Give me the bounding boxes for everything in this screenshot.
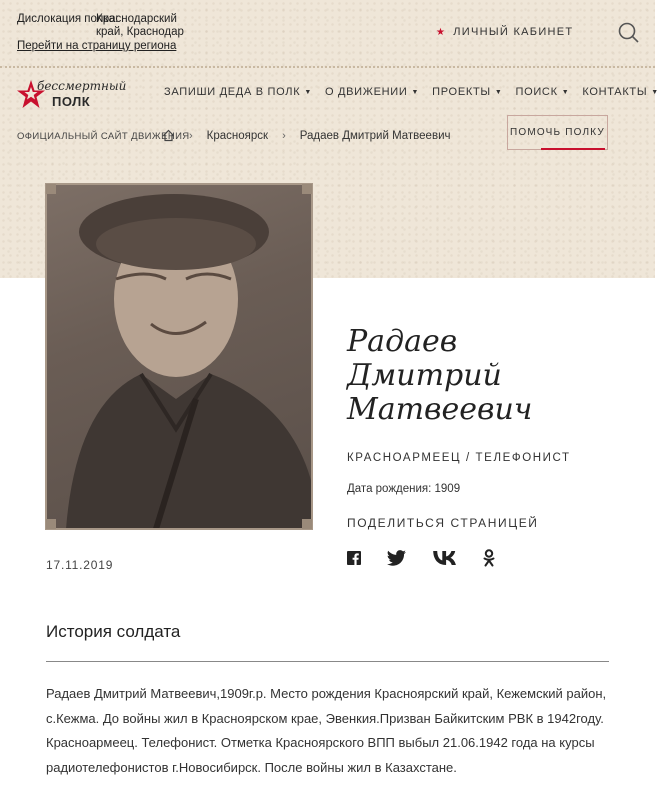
soldier-photo — [46, 184, 312, 529]
nav-item-label: ЗАПИШИ ДЕДА В ПОЛК — [164, 86, 301, 98]
portrait-image — [46, 184, 312, 529]
home-icon[interactable] — [162, 129, 175, 142]
official-site-label: ОФИЦИАЛЬНЫЙ САЙТ ДВИЖЕНИЯ — [17, 131, 190, 142]
logo-text-bottom: ПОЛК — [52, 94, 91, 109]
caret-down-icon: ▼ — [561, 88, 570, 96]
birth-date: Дата рождения: 1909 — [347, 483, 461, 495]
odnoklassniki-icon[interactable] — [483, 549, 495, 567]
photo-corner — [46, 519, 56, 529]
nav-item-add-grandpa[interactable] — [164, 86, 312, 98]
nav-item-label: КОНТАКТЫ — [582, 86, 648, 98]
search-icon[interactable] — [617, 21, 639, 43]
nav-item-projects[interactable] — [432, 86, 502, 98]
caret-down-icon: ▼ — [494, 88, 503, 96]
nav-item-label: ПОИСК — [515, 86, 558, 98]
logo-text-top: бессмертный — [37, 79, 127, 93]
help-regiment-button[interactable]: ПОМОЧЬ ПОЛКУ — [507, 115, 608, 150]
caret-down-icon: ▼ — [411, 88, 420, 96]
breadcrumb — [162, 129, 450, 142]
photo-corner — [46, 184, 56, 194]
caret-down-icon: ▼ — [651, 88, 659, 96]
story-divider — [46, 661, 609, 662]
region-page-link[interactable]: Перейти на страницу региона — [17, 40, 177, 52]
photo-corner — [302, 184, 312, 194]
breadcrumb-current: Радаев Дмитрий Матвеевич — [299, 129, 451, 142]
personal-cabinet-label: ЛИЧНЫЙ КАБИНЕТ — [453, 26, 574, 38]
share-title: ПОДЕЛИТЬСЯ СТРАНИЦЕЙ — [347, 516, 539, 530]
vk-icon[interactable] — [433, 551, 457, 565]
star-icon: ★ — [436, 26, 447, 38]
facebook-icon[interactable] — [347, 550, 361, 566]
share-buttons — [347, 549, 495, 567]
header-divider — [0, 66, 655, 68]
chevron-right-icon: › — [282, 129, 286, 142]
photo-corner — [302, 519, 312, 529]
location-label: Дислокация полка: — [17, 13, 119, 25]
soldier-rank: КРАСНОАРМЕЕЦ / ТЕЛЕФОНИСТ — [347, 452, 571, 464]
soldier-patronymic: Матвеевич — [347, 392, 533, 427]
location-value: Краснодарский край, Краснодар — [96, 13, 184, 38]
caret-down-icon: ▼ — [304, 88, 312, 96]
soldier-name — [347, 325, 532, 427]
main-nav — [164, 86, 659, 98]
publish-date: 17.11.2019 — [46, 558, 114, 572]
nav-item-search[interactable] — [515, 86, 569, 98]
nav-item-about[interactable] — [325, 86, 419, 98]
breadcrumb-city[interactable]: Красноярск — [206, 129, 269, 142]
twitter-icon[interactable] — [387, 550, 407, 566]
soldier-surname: Радаев — [347, 324, 458, 359]
nav-item-label: О ДВИЖЕНИИ — [324, 86, 408, 98]
story-title: История солдата — [46, 622, 181, 641]
soldier-first-name: Дмитрий — [347, 358, 502, 393]
story-text: Радаев Дмитрий Матвеевич,1909г.р. Место рождения Красноярский край, Кежемский район, с.Кежма. До войны жил в Красноярском крае, Эвенкия.Призван Байкитским РВК в 1942году. Красноармеец. Телефонист. Отметка Красноярского ВПП выбыл 21.06.1942 года на курсы радиотелефонистов г.Новосибирск. После войны жил в Казахстане. — [46, 686, 607, 775]
chevron-right-icon: › — [189, 129, 193, 142]
nav-item-contacts[interactable] — [582, 86, 659, 98]
personal-cabinet-link[interactable] — [436, 26, 573, 38]
nav-item-label: ПРОЕКТЫ — [432, 86, 491, 98]
